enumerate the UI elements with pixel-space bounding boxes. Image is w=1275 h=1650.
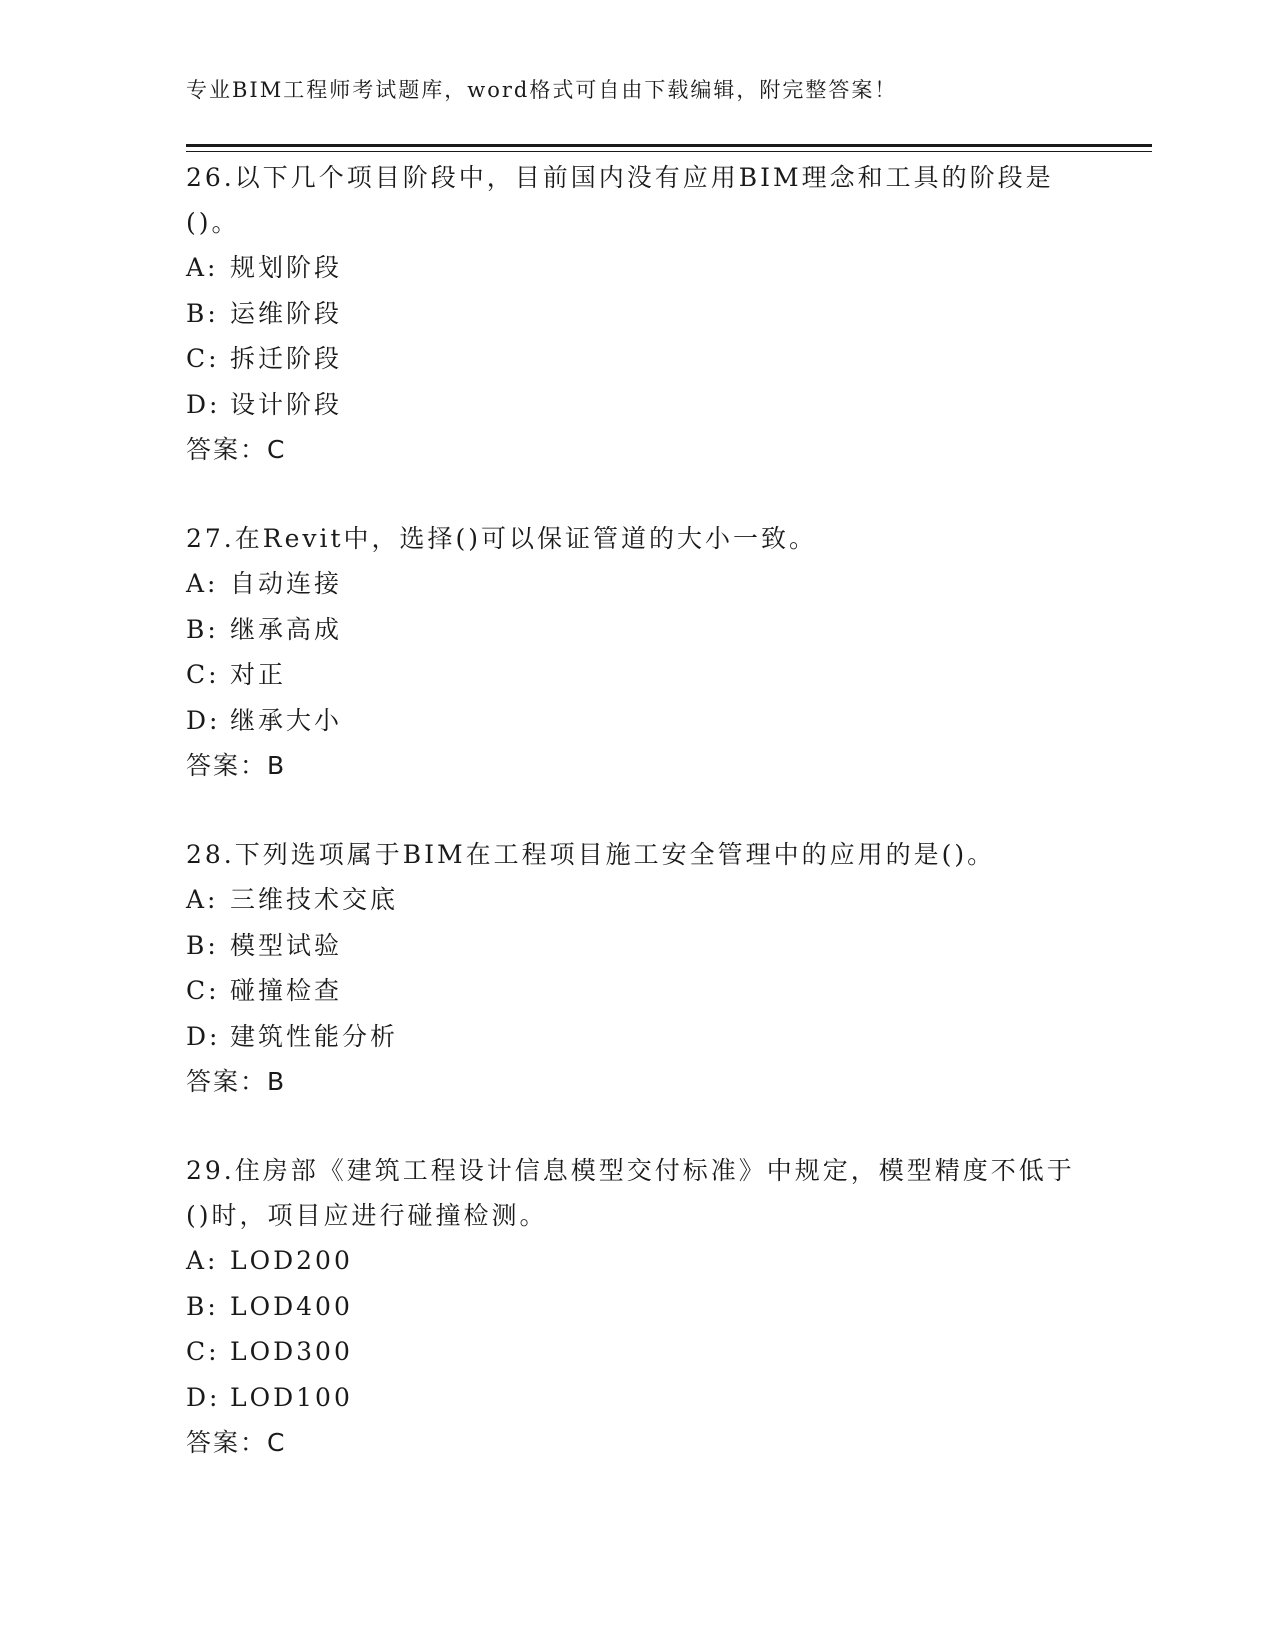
option-b <box>186 607 1086 653</box>
option-a <box>186 877 1086 923</box>
option-key: B: <box>186 1291 219 1321</box>
option-key: C: <box>186 976 220 1005</box>
option-key: D: <box>186 389 221 419</box>
answer-label: 答案： <box>186 1067 268 1096</box>
option-d <box>186 698 1086 744</box>
option-key: D: <box>186 1021 221 1051</box>
option-text: 继承高成 <box>230 614 343 644</box>
option-text: 拆迁阶段 <box>230 344 343 373</box>
option-key: B: <box>186 614 219 644</box>
question-text: 29.住房部《建筑工程设计信息模型交付标准》中规定，模型精度不低于()时，项目应进行碰撞检测。 <box>186 1156 1075 1230</box>
option-text: 碰撞检查 <box>230 976 343 1005</box>
question-28 <box>186 832 1086 1105</box>
question-29 <box>186 1148 1086 1466</box>
header-divider <box>186 144 1152 147</box>
option-key: A: <box>186 253 219 282</box>
question-text: 26.以下几个项目阶段中，目前国内没有应用BIM理念和工具的阶段是()。 <box>186 163 1054 237</box>
option-text: LOD300 <box>230 1337 353 1366</box>
answer <box>186 743 1086 789</box>
question-text: 27.在Revit中，选择()可以保证管道的大小一致。 <box>186 524 818 553</box>
option-key: A: <box>186 1246 219 1275</box>
options-list <box>186 245 1086 427</box>
option-b <box>186 291 1086 337</box>
answer-label: 答案： <box>186 1428 268 1457</box>
option-key: C: <box>186 1337 220 1366</box>
options-list <box>186 1238 1086 1420</box>
option-d <box>186 1375 1086 1421</box>
option-key: C: <box>186 660 220 689</box>
option-text: 建筑性能分析 <box>230 1021 399 1051</box>
option-key: A: <box>186 569 219 598</box>
option-text: 对正 <box>230 660 287 689</box>
option-c <box>186 1329 1086 1375</box>
option-text: 设计阶段 <box>230 389 343 419</box>
option-key: B: <box>186 930 219 960</box>
answer <box>186 427 1086 473</box>
page-header: 专业BIM工程师考试题库，word格式可自由下载编辑，附完整答案！ <box>186 78 898 102</box>
answer-value: B <box>267 751 287 780</box>
answer <box>186 1059 1086 1105</box>
option-text: LOD400 <box>230 1291 353 1321</box>
option-c <box>186 336 1086 382</box>
header-divider-thin <box>186 151 1152 152</box>
option-text: 规划阶段 <box>230 253 343 282</box>
option-key: C: <box>186 344 220 373</box>
option-c <box>186 652 1086 698</box>
option-text: 继承大小 <box>230 705 343 735</box>
options-list <box>186 561 1086 743</box>
option-key: D: <box>186 1382 221 1412</box>
answer-value: C <box>267 1428 287 1457</box>
option-d <box>186 382 1086 428</box>
option-key: A: <box>186 885 219 914</box>
option-c <box>186 968 1086 1014</box>
option-text: 运维阶段 <box>230 298 343 328</box>
option-text: 三维技术交底 <box>230 885 399 914</box>
question-27 <box>186 516 1086 789</box>
option-text: 模型试验 <box>230 930 343 960</box>
option-text: 自动连接 <box>230 569 343 598</box>
question-text: 28.下列选项属于BIM在工程项目施工安全管理中的应用的是()。 <box>186 840 996 869</box>
options-list <box>186 877 1086 1059</box>
option-key: B: <box>186 298 219 328</box>
option-text: LOD200 <box>230 1246 353 1275</box>
option-a <box>186 561 1086 607</box>
option-b <box>186 1284 1086 1330</box>
answer-value: C <box>267 435 287 464</box>
option-text: LOD100 <box>230 1382 353 1412</box>
option-a <box>186 1238 1086 1284</box>
option-b <box>186 923 1086 969</box>
option-d <box>186 1014 1086 1060</box>
answer <box>186 1420 1086 1466</box>
option-a <box>186 245 1086 291</box>
question-26 <box>186 155 1086 473</box>
answer-label: 答案： <box>186 435 268 464</box>
answer-value: B <box>267 1067 287 1096</box>
answer-label: 答案： <box>186 751 268 780</box>
option-key: D: <box>186 705 221 735</box>
